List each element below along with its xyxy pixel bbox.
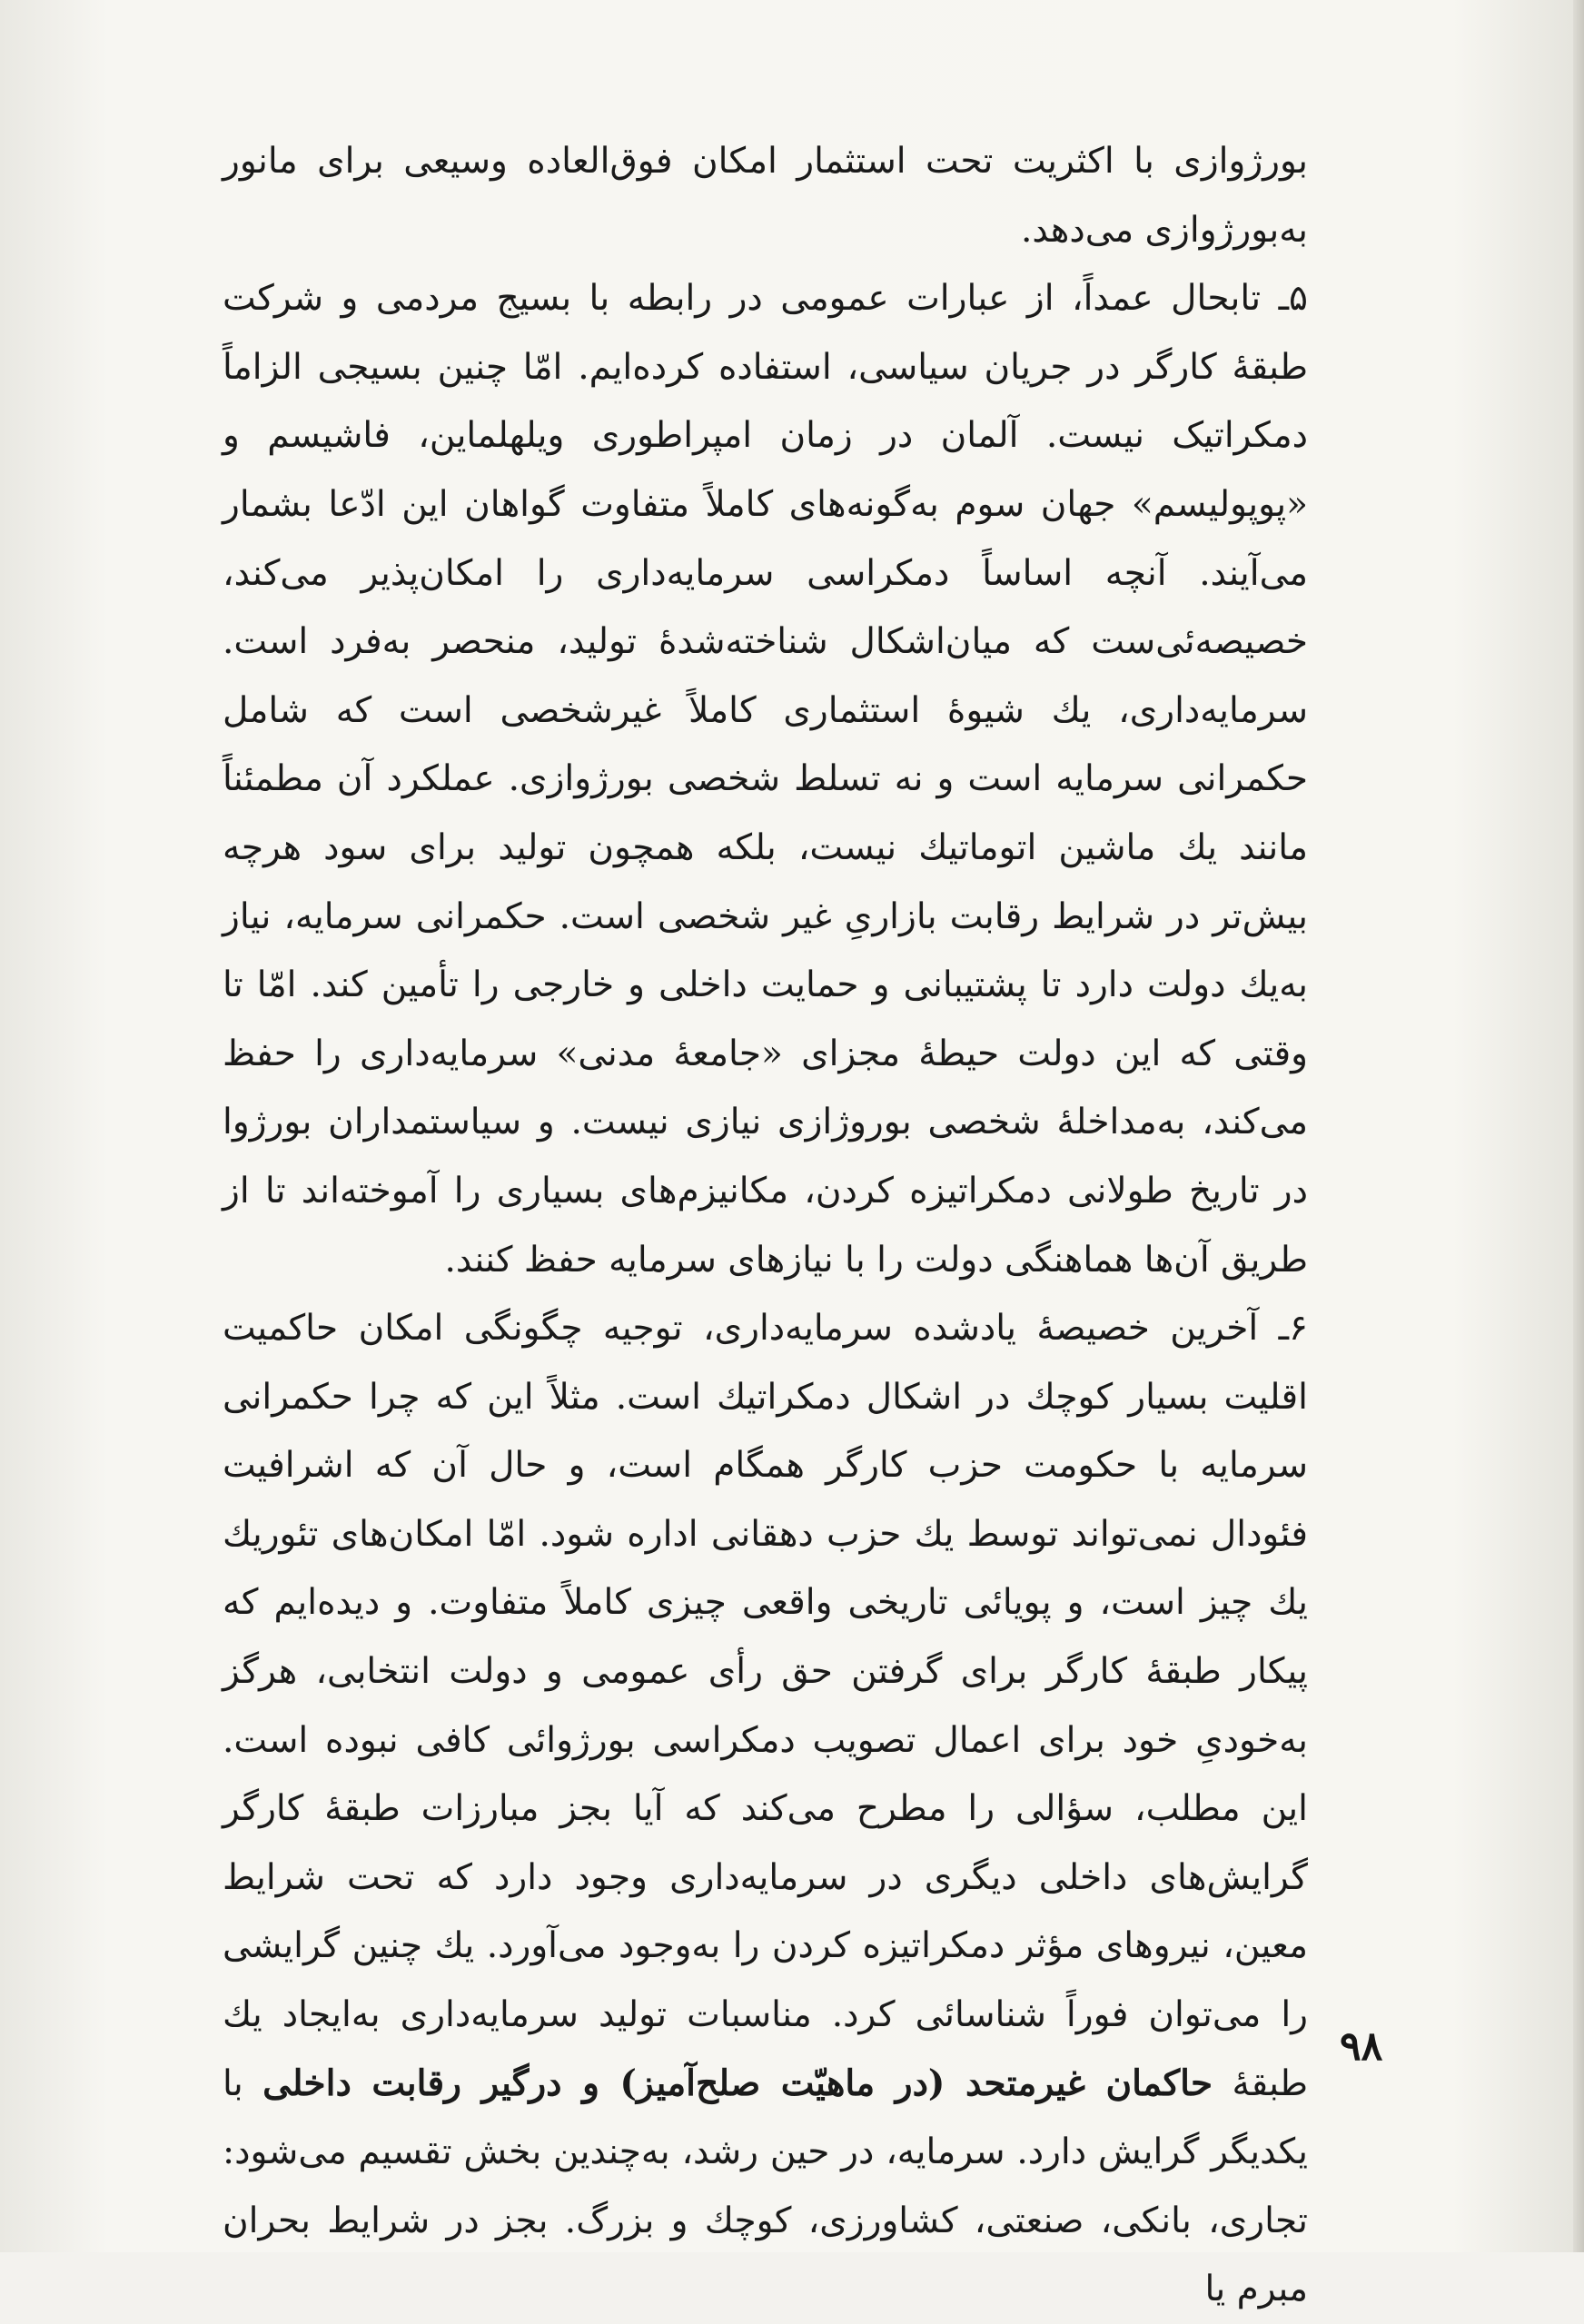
body-text — [223, 127, 1308, 2324]
paragraph-point-5: ۵ـ تابحال عمداً، از عبارات عمومی در رابطه با بسیج مردمی و شرکت طبقهٔ کارگر در جریان سیاسی، استفاده کرده‌ایم. امّا چنین بسیجی الزاماً دمکراتیک نیست. آلمان در زمان امپراطوری ویلهلماین، فاشیسم و «پوپولیسم» جهان سوم به‌گونه‌های کاملاً متفاوت گواهان این ادّعا بشمار می‌آیند. آنچه اساساً دمکراسی سرمایه‌داری را امکان‌پذیر می‌کند، خصیصه‌ئی‌ست که میان‌اشکال شناخته‌شدهٔ تولید، منحصر به‌فرد است. سرمایه‌داری، یك شیوهٔ استثماری کاملاً غیرشخصی است که شامل حکمرانی سرمایه است و نه تسلط شخصی بورژوازی. عملکرد آن مطمئناً مانند یك ماشین اتوماتیك نیست، بلکه همچون تولید برای سود هرچه بیش‌تر در شرایط رقابت بازاریِ غیر شخصی است. حکمرانی سرمایه، نیاز به‌یك دولت دارد تا پشتیبانی و حمایت داخلی و خارجی را تأمین کند. امّا تا وقتی که این دولت حیطهٔ مجزای «جامعهٔ مدنی» سرمایه‌داری را حفظ می‌کند، به‌مداخلهٔ شخصی بوروژازی نیازی نیست. و سیاستمداران بورژوا در تاریخ طولانی دمکراتیزه کردن، مکانیزم‌های بسیاری را آموخته‌اند تا از طریق آن‌ها هماهنگی دولت را با نیازهای سرمایه حفظ کنند. — [223, 278, 1308, 1281]
page-edge-shadow — [1573, 0, 1584, 2252]
paragraph-6-text-end: با یکدیگر گرایش دارد. سرمایه، در حین رشد، به‌چندین بخش تقسیم می‌شود: تجاری، بانکی، صنعتی، کشاورزی، کوچك و بزرگ. بجز در شرایط بحران مبرم یا — [223, 2062, 1308, 2310]
paragraph-continuation: بورژوازی با اکثریت تحت استثمار امکان فوق‌العاده وسیعی برای مانور به‌بورژوازی می‌دهد. — [223, 141, 1308, 251]
paragraph-6-bold-phrase: حاکمان غیرمتحد (در ماهیّت صلح‌آمیز) و درگیر رقابت داخلی — [262, 2062, 1213, 2104]
page-number: ۹۸ — [1340, 2023, 1383, 2070]
paragraph-6-text: ۶ـ آخرین خصیصهٔ یادشده سرمایه‌داری، توجیه چگونگی امکان حاکمیت اقلیت بسیار کوچك در اشکال دمکراتیك است. مثلاً این که چرا حکمرانی سرمایه با حکومت حزب کارگر همگام است، و حال آن که اشرافیت فئودال نمی‌تواند توسط یك حزب دهقانی اداره شود. امّا امکان‌های تئوریك یك چیز است، و پویائی تاریخی واقعی چیزی کاملاً متفاوت. و دیده‌ایم که پیکار طبقهٔ کارگر برای گرفتن حق رأی عمومی و دولت انتخابی، هرگز به‌خودیِ خود برای اعمال تصویب دمکراسی بورژوائی کافی نبوده است. این مطلب، سؤالی را مطرح می‌کند که آیا بجز مبارزات طبقهٔ کارگر گرایش‌های داخلی دیگری در سرمایه‌داری وجود دارد که تحت شرایط معین، نیروهای مؤثر دمکراتیزه کردن را به‌وجود می‌آورد. یك چنین گرایشی را می‌توان فوراً شناسائی کرد. مناسبات تولید سرمایه‌داری به‌ایجاد یك طبقهٔ — [223, 1308, 1308, 2104]
paragraph-point-6 — [223, 1294, 1308, 2324]
